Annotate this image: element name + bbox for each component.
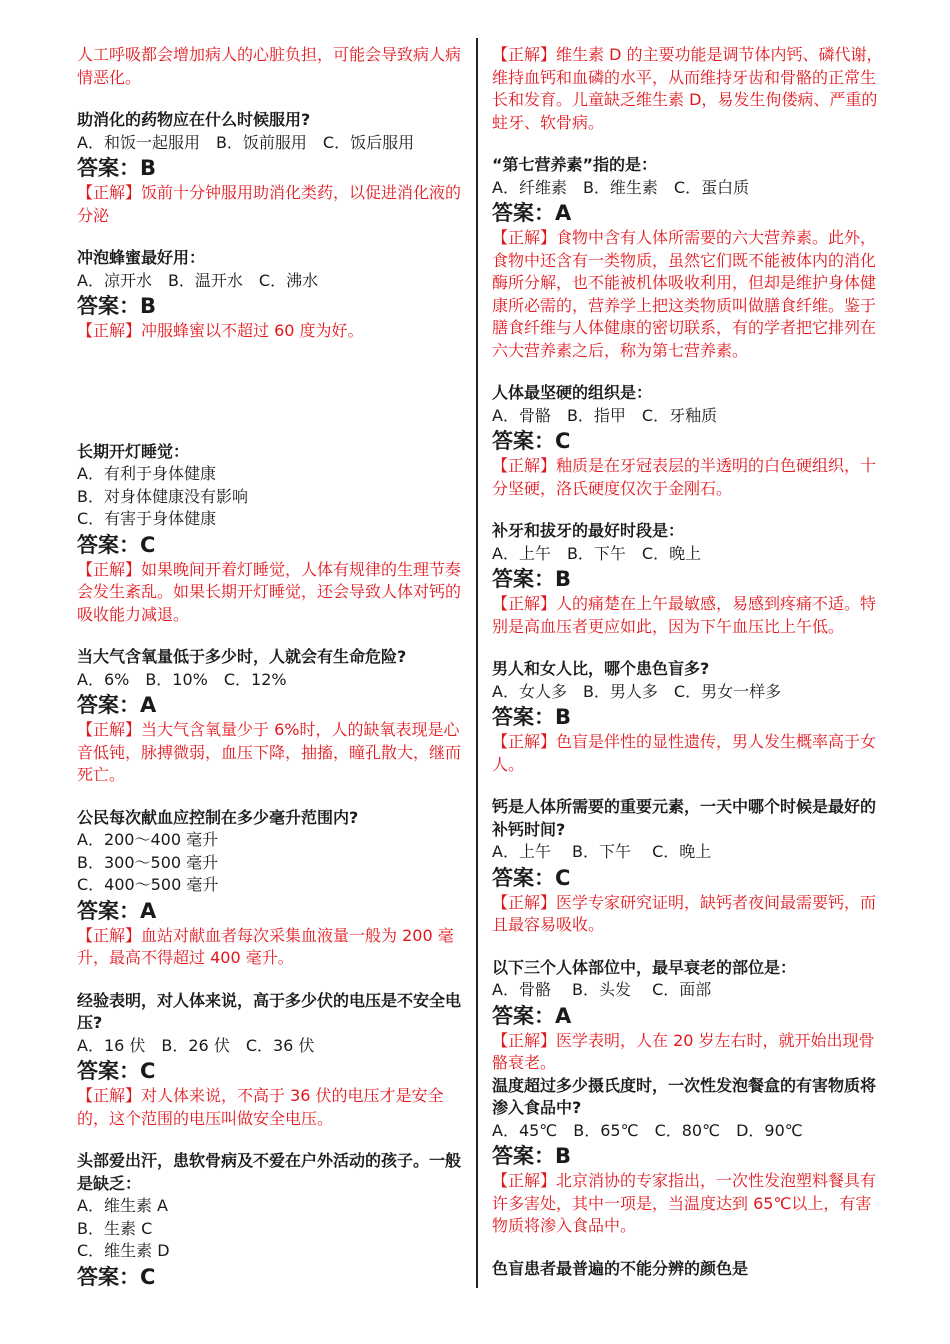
explanation-14: 【正解】北京消协的专家指出，一次性发泡塑料餐具有许多害处，其中一项是，当温度达到 65℃以上，有害物质将渗入食品中。 [492,1171,877,1235]
answer-3: 答案：C [77,532,156,557]
answer-13: 答案：A [492,1003,572,1028]
options-1: A．和饭一起服用 B．饭前服用 C．饭后服用 [77,132,415,152]
option-5b: B．300～500 毫升 [77,852,219,872]
explanation-2: 【正解】冲服蜂蜜以不超过 60 度为好。 [77,321,364,340]
options-13: A．骨骼 B．头发 C．面部 [492,980,712,999]
question-5: 公民每次献血应控制在多少毫升范围内? [77,807,359,827]
question-10: 补牙和拔牙的最好时段是： [492,521,685,540]
explanation-13: 【正解】医学表明，人在 20 岁左右时，就开始出现骨骼衰老。 [492,1030,875,1072]
left-lead-text: 人工呼吸都会增加病人的心脏负担，可能会导致病人病情恶化。 [77,45,462,87]
option-3a: A．有利于身体健康 [77,464,216,483]
explanation-9: 【正解】釉质是在牙冠表层的半透明的白色硬组织，十分坚硬，洛氏硬度仅次于金刚石。 [492,456,877,498]
answer-5: 答案：A [77,898,157,923]
answer-12: 答案：C [492,865,571,890]
options-11: A．女人多 B．男人多 C．男女一样多 [492,681,782,701]
question-11: 男人和女人比，哪个患色盲多? [492,659,710,678]
question-8: “第七营养素”指的是： [492,155,658,174]
options-14: A．45℃ B．65℃ C．80℃ D．90℃ [492,1120,803,1140]
blank-gap [77,343,469,421]
explanation-5: 【正解】血站对献血者每次采集血液量一般为 200 毫升，最高不得超过 400 毫升。 [77,925,454,967]
options-6: A．16 伏 B．26 伏 C．36 伏 [77,1035,315,1055]
question-9: 人体最坚硬的组织是： [492,383,653,402]
explanation-3: 【正解】如果晚间开着灯睡觉，人体有规律的生理节奏会发生紊乱。如果长期开灯睡觉，还会导致人体对钙的吸收能力减退。 [77,559,462,624]
option-7b: B．生素 C [77,1218,153,1238]
right-lead-text: 【正解】维生素 D 的主要功能是调节体内钙、磷代谢，维持血钙和血磷的水平，从而维持牙齿和骨骼的正常生长和发育。儿童缺乏维生素 D，易发生佝偻病、严重的蛀牙、软骨病。 [492,45,883,132]
question-6: 经验表明，对人体来说，高于多少伏的电压是不安全电压? [77,990,462,1032]
question-7: 头部爱出汗，患软骨病及不爱在户外活动的孩子。一般是缺乏： [77,1151,462,1193]
explanation-12: 【正解】医学专家研究证明，缺钙者夜间最需要钙，而且最容易吸收。 [492,892,877,934]
options-10: A．上午 B．下午 C．晚上 [492,543,702,563]
right-column [492,44,884,1280]
answer-2: 答案：B [77,294,157,318]
explanation-6: 【正解】对人体来说，不高于 36 伏的电压才是安全的，这个范围的电压叫做安全电压。 [77,1086,444,1128]
option-5a: A．200～400 毫升 [77,830,219,849]
options-12: A．上午 B．下午 C．晚上 [492,842,712,861]
explanation-10: 【正解】人的痛楚在上午最敏感，易感到疼痛不适。特别是高血压者更应如此，因为下午血压比上午低。 [492,594,877,636]
question-13: 以下三个人体部位中，最早衰老的部位是： [492,957,797,977]
question-15: 色盲患者最普遍的不能分辨的颜色是 [492,1258,749,1278]
option-3c: C．有害于身体健康 [77,509,217,528]
question-12: 钙是人体所需要的重要元素，一天中哪个时候是最好的补钙时间? [492,797,877,839]
explanation-4: 【正解】当大气含氧量少于 6%时，人的缺氧表现是心音低钝，脉搏微弱，血压下降，抽搐，瞳孔散大，继而死亡。 [77,720,462,784]
option-7c: C．维生素 D [77,1241,170,1260]
explanation-8: 【正解】食物中含有人体所需要的六大营养素。此外，食物中还含有一类物质，虽然它们既不能被体内的消化酶所分解，也不能被机体吸收利用，但却是维护身体健康所必需的，营养学上把这类物质叫做膳食纤维。鉴于膳食纤维与人体健康的密切联系，有的学者把它排列在六大营养素之后，称为第七营养素。 [492,228,877,360]
answer-8: 答案：A [492,201,572,225]
options-4: A．6% B．10% C．12% [77,669,287,689]
option-5c: C．400～500 毫升 [77,875,219,894]
column-divider [476,38,478,1288]
explanation-1: 【正解】饭前十分钟服用助消化类药，以促进消化液的分泌 [77,183,462,225]
answer-1: 答案：B [77,156,157,180]
options-2: A．凉开水 B．温开水 C．沸水 [77,270,319,290]
answer-7: 答案：C [77,1264,156,1289]
question-1: 助消化的药物应在什么时候服用? [77,110,311,129]
answer-4: 答案：A [77,693,157,717]
answer-10: 答案：B [492,567,572,591]
answer-9: 答案：C [492,429,571,453]
option-7a: A．维生素 A [77,1196,168,1215]
options-8: A．纤维素 B．维生素 C．蛋白质 [492,177,750,197]
left-column [77,44,469,1291]
option-3b: B．对身体健康没有影响 [77,486,248,506]
answer-6: 答案：C [77,1059,156,1083]
answer-11: 答案：B [492,705,572,729]
question-14: 温度超过多少摄氏度时，一次性发泡餐盒的有害物质将渗入食品中? [492,1075,877,1117]
question-4: 当大气含氧量低于多少时，人就会有生命危险? [77,647,407,666]
answer-14: 答案：B [492,1144,572,1168]
question-3: 长期开灯睡觉： [77,441,190,461]
explanation-11: 【正解】色盲是伴性的显性遗传，男人发生概率高于女人。 [492,732,877,774]
question-2: 冲泡蜂蜜最好用： [77,248,206,267]
options-9: A．骨骼 B．指甲 C．牙釉质 [492,405,718,425]
